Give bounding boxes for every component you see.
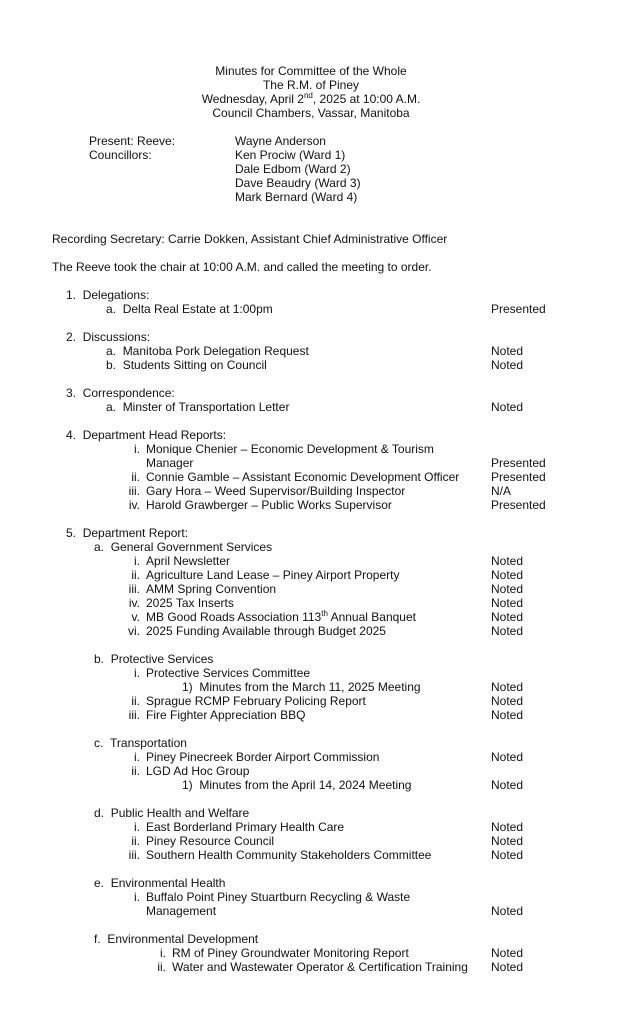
agenda-item: i. Protective Services Committee — [134, 666, 311, 680]
item-status: Noted — [491, 610, 524, 624]
document-title: Minutes for Committee of the Whole — [215, 64, 407, 78]
agenda-item: vi. 2025 Funding Available through Budget 2025 — [128, 624, 386, 638]
item-status: Noted — [491, 848, 524, 862]
agenda-item: ii. LGD Ad Hoc Group — [131, 764, 250, 778]
item-status: Noted — [491, 358, 524, 372]
agenda-item: i. April Newsletter — [134, 554, 231, 568]
agenda-item: ii. Connie Gamble – Assistant Economic Development Officer — [131, 470, 460, 484]
subsection-heading: d. Public Health and Welfare — [94, 806, 250, 820]
recording-secretary: Recording Secretary: Carrie Dokken, Assistant Chief Administrative Officer — [52, 232, 448, 246]
agenda-item: iii. Fire Fighter Appreciation BBQ — [128, 708, 306, 722]
councillor-name: Ken Prociw (Ward 1) — [235, 148, 346, 162]
agenda-item: iv. 2025 Tax Inserts — [128, 596, 234, 610]
section-heading: 1. Delegations: — [66, 288, 150, 302]
agenda-item: a. Manitoba Pork Delegation Request — [106, 344, 309, 358]
subsection-heading: b. Protective Services — [94, 652, 214, 666]
item-status: Noted — [491, 946, 524, 960]
municipality-name: The R.M. of Piney — [262, 78, 360, 92]
agenda-item: a. Delta Real Estate at 1:00pm — [106, 302, 273, 316]
subsection-heading: e. Environmental Health — [94, 876, 226, 890]
subsection-heading: f. Environmental Development — [94, 932, 259, 946]
agenda-item: i. Buffalo Point Piney Stuartburn Recycling & Waste — [134, 890, 411, 904]
agenda-item: a. Minster of Transportation Letter — [106, 400, 290, 414]
agenda-item: b. Students Sitting on Council — [106, 358, 267, 372]
item-status: Noted — [491, 624, 524, 638]
item-status: Noted — [491, 596, 524, 610]
item-status: Noted — [491, 820, 524, 834]
councillors-label: Councillors: — [89, 148, 152, 162]
agenda-item: ii. Piney Resource Council — [131, 834, 275, 848]
agenda-item: iii. Gary Hora – Weed Supervisor/Building Inspector — [128, 484, 406, 498]
subsection-heading: c. Transportation — [94, 736, 187, 750]
agenda-item: i. Monique Chenier – Economic Development & Tourism — [134, 442, 434, 456]
present-label: Present: Reeve: — [89, 134, 176, 148]
agenda-item: ii. Sprague RCMP February Policing Report — [131, 694, 366, 708]
item-status: Presented — [491, 302, 546, 316]
agenda-item-continued: Manager — [146, 456, 194, 470]
agenda-item: i. RM of Piney Groundwater Monitoring Report — [160, 946, 409, 960]
item-status: Presented — [491, 456, 546, 470]
item-status: Noted — [491, 694, 524, 708]
agenda-item: ii. Water and Wastewater Operator & Certification Training — [157, 960, 468, 974]
agenda-item: v. MB Good Roads Association 113th Annual Banquet — [131, 609, 416, 624]
item-status: Noted — [491, 400, 524, 414]
councillor-name: Dave Beaudry (Ward 3) — [235, 176, 361, 190]
item-status: Noted — [491, 834, 524, 848]
item-status: Noted — [491, 750, 524, 764]
call-to-order: The Reeve took the chair at 10:00 A.M. and called the meeting to order. — [52, 260, 432, 274]
agenda-item: iii. Southern Health Community Stakeholders Committee — [128, 848, 432, 862]
agenda-item: iv. Harold Grawberger – Public Works Supervisor — [128, 498, 392, 512]
section-heading: 2. Discussions: — [66, 330, 151, 344]
section-heading: 4. Department Head Reports: — [66, 428, 227, 442]
meeting-location: Council Chambers, Vassar, Manitoba — [212, 106, 410, 120]
item-status: Noted — [491, 344, 524, 358]
item-status: Noted — [491, 708, 524, 722]
meeting-date: Wednesday, April 2nd, 2025 at 10:00 A.M. — [201, 91, 421, 106]
item-status: Noted — [491, 960, 524, 974]
agenda-item: i. East Borderland Primary Health Care — [134, 820, 345, 834]
agenda-item-continued: Management — [146, 904, 217, 918]
item-status: Noted — [491, 554, 524, 568]
item-status: Presented — [491, 498, 546, 512]
item-status: Noted — [491, 568, 524, 582]
agenda-item: ii. Agriculture Land Lease – Piney Airport Property — [131, 568, 400, 582]
agenda-subitem: 1) Minutes from the April 14, 2024 Meeting — [182, 778, 412, 792]
section-heading: 5. Department Report: — [66, 526, 189, 540]
item-status: Noted — [491, 778, 524, 792]
item-status: Noted — [491, 582, 524, 596]
agenda-item: iii. AMM Spring Convention — [128, 582, 277, 596]
reeve-name: Wayne Anderson — [235, 134, 326, 148]
item-status: N/A — [491, 484, 512, 498]
item-status: Noted — [491, 904, 524, 918]
councillor-name: Dale Edbom (Ward 2) — [235, 162, 351, 176]
item-status: Presented — [491, 470, 546, 484]
councillor-name: Mark Bernard (Ward 4) — [235, 190, 358, 204]
subsection-heading: a. General Government Services — [94, 540, 273, 554]
agenda-subitem: 1) Minutes from the March 11, 2025 Meeting — [182, 680, 421, 694]
item-status: Noted — [491, 680, 524, 694]
agenda-item: i. Piney Pinecreek Border Airport Commission — [134, 750, 380, 764]
section-heading: 3. Correspondence: — [66, 386, 175, 400]
